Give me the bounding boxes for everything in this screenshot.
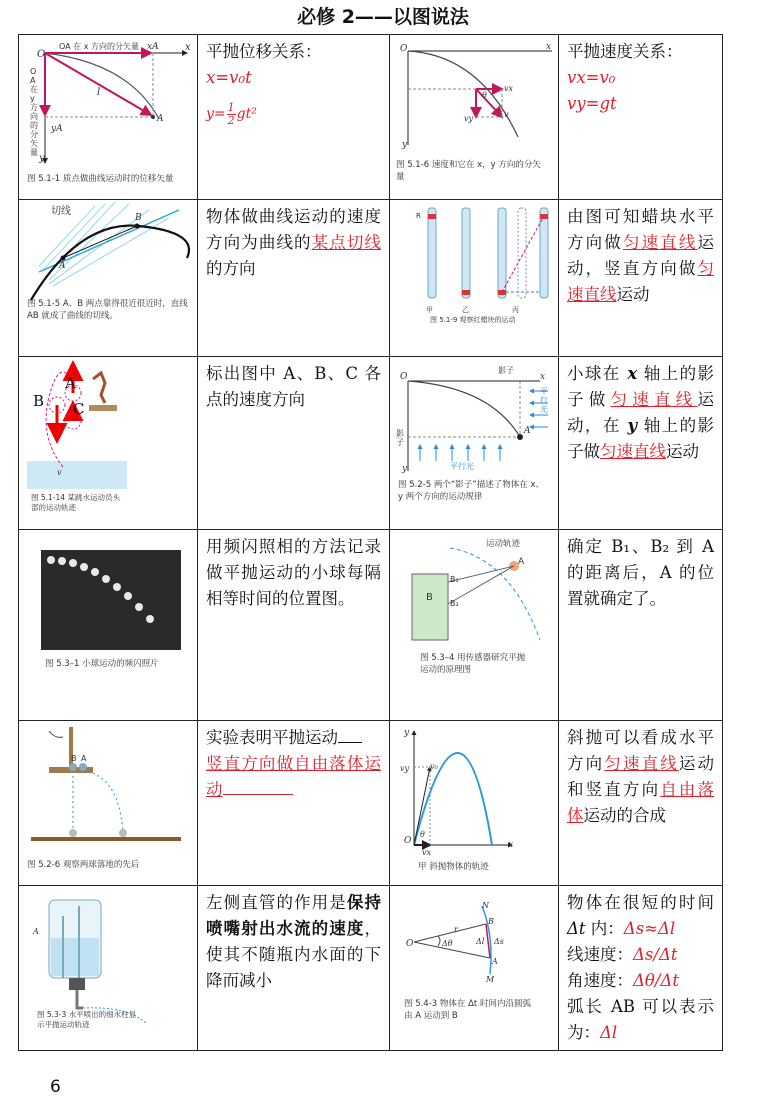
figure-cell — [19, 530, 198, 721]
y-axis-label: y — [39, 153, 45, 164]
y-axis-label: y — [404, 728, 410, 738]
red-wax-block-figure — [390, 200, 558, 352]
point-a-label: A — [59, 261, 66, 271]
v0-label: v₀ — [430, 762, 438, 771]
answer: 竖直方向做自由落体运动 — [206, 754, 381, 799]
table-row — [19, 200, 723, 357]
strobe-photo-figure — [19, 530, 197, 716]
text: 小球在 — [567, 364, 628, 383]
table-row — [19, 35, 723, 200]
dtheta-label: Δθ — [442, 939, 453, 948]
text: 弧长 AB 可以表示为： — [567, 997, 714, 1042]
ya-label: yA — [51, 124, 63, 134]
fraction-numerator: 1 — [227, 100, 235, 114]
content-table — [18, 34, 723, 1051]
formula-vx: vx=v₀ — [567, 68, 616, 87]
text-cell — [559, 357, 723, 530]
figure-caption: 图 5.1-1 质点做曲线运动时的位移矢量 — [27, 174, 174, 184]
text: 运动，在 — [567, 390, 714, 435]
text-cell — [198, 530, 390, 721]
ds-label: Δs — [494, 937, 504, 946]
text: 用频闪照相的方法记录做平抛运动的小球每隔相等时间的位置图。 — [206, 537, 381, 608]
answer: 匀速直线 — [567, 259, 714, 304]
section-heading: 平抛位移关系： — [206, 42, 322, 61]
v-label: v — [57, 468, 62, 477]
text: 确定 B₁、B₂ 到 A 的距离后，A 的位置就确定了。 — [567, 537, 714, 608]
projectile-figure — [390, 721, 558, 881]
theta-label: θ — [420, 830, 425, 839]
text: ，使其不随瓶内水面的下降而减小 — [206, 919, 381, 990]
figure-cell — [390, 35, 559, 200]
displacement-vector-figure — [19, 35, 197, 195]
figure-cell — [19, 721, 198, 886]
figure-cell — [390, 200, 559, 357]
circular-arc-figure — [390, 886, 558, 1046]
figure-caption: 图 5.3–1 小球运动的频闪照片 — [45, 659, 159, 669]
text: 左侧直管的作用是 — [206, 893, 347, 912]
text-cell — [198, 35, 390, 200]
text: 斜抛可以看成水平方向 — [567, 728, 714, 773]
tangent-figure — [19, 200, 197, 352]
text: 的方向 — [206, 259, 256, 278]
figure-caption: 图 5.1-9 观察红蜡块的运动 — [430, 316, 516, 324]
two-balls-figure — [19, 721, 197, 881]
text: 标出图中 A、B、C 各点的速度方向 — [206, 364, 381, 409]
text-cell — [198, 721, 390, 886]
text: 轴上的影子做 — [567, 416, 714, 461]
figure-cell — [19, 357, 198, 530]
text: 内： — [585, 919, 624, 938]
track-label: 运动轨迹 — [486, 539, 521, 549]
vx-label: vx — [504, 84, 514, 93]
formula: Δs≈Δl — [623, 919, 676, 938]
figure-cell — [390, 721, 559, 886]
top-shadow-label: 影子 — [498, 366, 514, 375]
text-cell — [559, 721, 723, 886]
table-row — [19, 886, 723, 1051]
page-number: 6 — [50, 1077, 61, 1097]
left-shadow-label: 影子 — [396, 429, 404, 447]
bold-text: 保持喷嘴射出水流的速度 — [206, 893, 382, 938]
label-jia: 甲 — [426, 306, 433, 314]
point-a-label: A — [518, 557, 525, 567]
formula-x: x=v₀t — [206, 68, 252, 87]
text: 运动 — [666, 442, 699, 461]
blank-line — [223, 780, 293, 795]
text: 轴上的影子做 — [567, 364, 714, 409]
formula: Δθ/Δt — [633, 971, 679, 990]
point-a-label: A — [65, 374, 76, 392]
point-a-label: A — [157, 114, 164, 124]
point-b-label: B — [135, 213, 142, 223]
figure-cell — [19, 886, 198, 1051]
answer: 匀速直线 — [622, 233, 698, 252]
y-axis-label: y — [402, 140, 408, 150]
figure-caption: 图 5.2-6 观察两球落地的先后 — [27, 860, 140, 870]
formula-y — [206, 101, 381, 127]
text-cell — [198, 357, 390, 530]
text: 运动和竖直方向 — [567, 754, 715, 799]
page-title: 必修 2——以图说法 — [297, 6, 469, 28]
origin-label: O — [406, 939, 414, 949]
text-cell — [559, 200, 723, 357]
origin-label: O — [37, 49, 46, 60]
figure-caption: 图 5.3–4 用传感器研究平抛运动的原理图 — [420, 653, 526, 675]
sensor-figure — [390, 530, 558, 716]
text-cell — [198, 200, 390, 357]
text-cell — [559, 530, 723, 721]
blank-line — [338, 728, 362, 743]
point-c-label: C — [73, 400, 85, 418]
answer: 匀速直线 — [600, 442, 666, 461]
figure-caption: 图 5.1-5 A、B 两点靠得很近很近时，直线 AB 就成了曲线的切线。 — [27, 299, 188, 321]
parallel-light-vertical: 平行光 — [540, 387, 548, 414]
table-row — [19, 721, 723, 886]
text: 运动 — [616, 285, 650, 304]
n-label: N — [482, 901, 489, 910]
text-cell — [559, 886, 723, 1051]
text-cell — [559, 35, 723, 200]
origin-label: O — [404, 836, 412, 846]
formula-vy: vy=gt — [567, 94, 617, 113]
x-axis-label: x — [508, 840, 514, 850]
label-bing: 丙 — [512, 306, 519, 314]
figure-cell — [19, 35, 198, 200]
table-row — [19, 357, 723, 530]
answer: 某点切线 — [311, 233, 382, 252]
r-label: r — [454, 925, 458, 934]
text: 实验表明平抛运动 — [206, 728, 338, 747]
formula-y-suffix: gt² — [236, 106, 257, 122]
text: 运动的合成 — [583, 806, 666, 825]
vy-label: vy — [400, 764, 410, 773]
label-yi: 乙 — [462, 306, 469, 314]
figure-caption: 甲 斜抛物体的轨迹 — [418, 862, 489, 872]
text: 由图可知蜡块水平方向做 — [567, 207, 714, 252]
fraction — [227, 102, 236, 127]
answer: 自由落体 — [567, 780, 715, 825]
point-b-label: B — [488, 917, 494, 926]
figure-caption: 图 5.1-14 某跳水运动员头部的运动轨迹 — [31, 493, 120, 512]
l-label: l — [97, 87, 101, 98]
answer: 匀速直线 — [610, 390, 698, 409]
xa-label: xA — [147, 42, 159, 52]
formula: Δl — [600, 1023, 618, 1042]
tangent-label: 切线 — [51, 206, 71, 217]
origin-label: O — [400, 372, 408, 382]
section-heading: 平抛速度关系： — [567, 42, 683, 61]
point-a-label: A — [492, 957, 498, 966]
b1-label: B₁ — [450, 575, 459, 584]
figure-caption: 图 5.2-5 两个“影子”描述了物体在 x、y 两个方向的运动规律 — [398, 480, 544, 502]
text: 角速度： — [567, 971, 633, 990]
r-label: R — [416, 212, 421, 220]
vy-label: vy — [464, 114, 474, 123]
text: 线速度： — [567, 945, 633, 964]
figure-cell — [390, 357, 559, 530]
figure-cell — [19, 200, 198, 357]
x-component-label: OA 在 x 方向的分矢量 — [59, 42, 139, 51]
m-label: M — [486, 975, 495, 984]
figure-caption: 图 5.3-3 水平喷出的细水柱显示平抛运动轨迹 — [37, 1010, 137, 1029]
formula-y-prefix: y= — [206, 106, 226, 122]
dl-label: Δl — [476, 937, 485, 946]
y-symbol: y — [627, 416, 638, 435]
ball-a-label: A — [81, 754, 87, 763]
x-axis-label: x — [546, 42, 552, 52]
ball-b-label: B — [71, 754, 77, 763]
x-symbol: x — [627, 364, 638, 383]
y-component-label: OA 在 y 方向的分矢量 — [30, 67, 38, 157]
parallel-light-label: 平行光 — [450, 462, 474, 471]
figure-caption: 图 5.1-6 速度和它在 x，y 方向的分矢量 — [396, 160, 541, 182]
point-b-label: B — [33, 392, 45, 410]
dt-symbol: Δt — [567, 919, 586, 938]
v-label: v — [504, 110, 509, 119]
x-axis-label: x — [185, 42, 191, 53]
figure-cell — [390, 886, 559, 1051]
table-row — [19, 530, 723, 721]
figure-caption: 图 5.4-3 物体在 Δt 时间内沿圆弧由 A 运动到 B — [404, 999, 531, 1021]
text-cell — [198, 886, 390, 1051]
y-axis-label: y — [402, 464, 408, 474]
theta-label: θ — [482, 91, 487, 100]
origin-label: O — [400, 44, 408, 54]
point-a-label: A — [524, 426, 531, 436]
x-axis-label: x — [540, 372, 546, 382]
b-label: B — [426, 592, 433, 603]
point-a-label: A — [33, 927, 39, 936]
b2-label: B₂ — [450, 599, 459, 608]
vx-label: vx — [422, 848, 432, 857]
text: 物体做曲线运动的速度方向为曲线的 — [206, 207, 381, 252]
answer: 匀速直线 — [604, 754, 679, 773]
fraction-denominator: 2 — [227, 113, 235, 127]
formula: Δs/Δt — [633, 945, 678, 964]
figure-cell — [390, 530, 559, 721]
text: 物体在很短的时间 — [567, 893, 714, 912]
text: 运动，竖直方向做 — [567, 233, 715, 278]
